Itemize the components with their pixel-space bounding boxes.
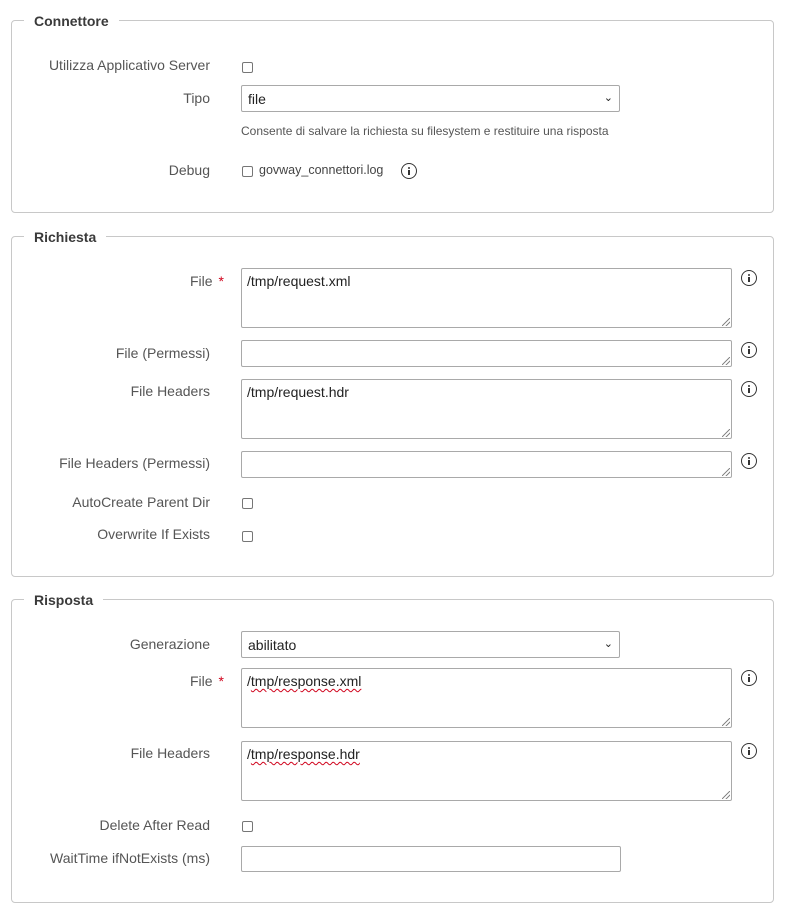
required-mark: * [218, 273, 224, 289]
resize-handle-icon[interactable] [722, 718, 730, 726]
legend-risposta: Risposta [24, 590, 103, 610]
fieldset-connettore [11, 13, 774, 213]
autocreate-parent-dir-checkbox[interactable] [242, 498, 253, 509]
file-headers-value: /tmp/request.hdr [247, 384, 349, 400]
generazione-select[interactable] [241, 631, 620, 658]
utilizza-applicativo-server-checkbox[interactable] [242, 62, 253, 73]
overwrite-if-exists-checkbox[interactable] [242, 531, 253, 542]
richiesta-file-value: /tmp/request.xml [247, 273, 351, 289]
risposta-file-headers-textarea[interactable] [241, 741, 732, 801]
risposta-file-value-prefix: / [247, 673, 251, 689]
risposta-file-headers-value-prefix: / [247, 746, 251, 762]
richiesta-file-textarea[interactable] [241, 268, 732, 328]
waittime-label: WaitTime ifNotExists (ms) [50, 850, 210, 866]
delete-after-read-checkbox[interactable] [242, 821, 253, 832]
risposta-file-value: tmp/response.xml [250, 673, 362, 689]
debug-checkbox[interactable] [242, 166, 253, 177]
tipo-select[interactable] [241, 85, 620, 112]
file-permessi-label: File (Permessi) [115, 345, 210, 361]
info-icon[interactable] [741, 453, 757, 469]
resize-handle-icon[interactable] [722, 357, 730, 365]
chevron-down-icon: ⌄ [603, 92, 613, 104]
legend-richiesta: Richiesta [24, 227, 106, 247]
info-icon[interactable] [741, 670, 757, 686]
legend-connettore: Connettore [24, 11, 119, 31]
risposta-file-headers-value: tmp/response.hdr [250, 746, 360, 762]
file-headers-textarea[interactable] [241, 379, 732, 439]
overwrite-if-exists-label: Overwrite If Exists [97, 526, 210, 542]
info-icon[interactable] [741, 381, 757, 397]
resize-handle-icon[interactable] [722, 791, 730, 799]
required-mark: * [218, 673, 224, 689]
richiesta-file-label-text: File [189, 273, 213, 289]
tipo-select-value: file [248, 91, 266, 107]
info-icon[interactable] [741, 342, 757, 358]
waittime-input[interactable] [241, 846, 621, 872]
generazione-label: Generazione [129, 636, 210, 652]
fieldset-risposta [11, 592, 774, 903]
chevron-down-icon: ⌄ [603, 638, 613, 650]
utilizza-applicativo-server-label: Utilizza Applicativo Server [48, 57, 210, 73]
resize-handle-icon[interactable] [722, 429, 730, 437]
info-icon[interactable] [741, 743, 757, 759]
debug-label: Debug [168, 162, 210, 178]
resize-handle-icon[interactable] [722, 468, 730, 476]
file-permessi-textarea[interactable] [241, 340, 732, 367]
risposta-file-headers-label: File Headers [130, 745, 210, 761]
info-icon[interactable] [401, 163, 417, 179]
file-headers-label: File Headers [130, 383, 210, 399]
resize-handle-icon[interactable] [722, 318, 730, 326]
file-headers-permessi-label: File Headers (Permessi) [59, 455, 210, 471]
delete-after-read-label: Delete After Read [99, 817, 210, 833]
info-icon[interactable] [741, 270, 757, 286]
risposta-file-label-text: File [189, 673, 213, 689]
fieldset-richiesta [11, 229, 774, 577]
generazione-select-value: abilitato [248, 637, 297, 653]
risposta-file-label [190, 672, 224, 690]
tipo-note: Consente di salvare la richiesta su filesystem e restituire una risposta [241, 124, 609, 138]
autocreate-parent-dir-label: AutoCreate Parent Dir [72, 494, 210, 510]
tipo-label: Tipo [183, 90, 210, 106]
file-headers-permessi-textarea[interactable] [241, 451, 732, 478]
richiesta-file-label [190, 272, 224, 290]
risposta-file-textarea[interactable] [241, 668, 732, 728]
debug-file-label: govway_connettori.log [259, 163, 384, 177]
